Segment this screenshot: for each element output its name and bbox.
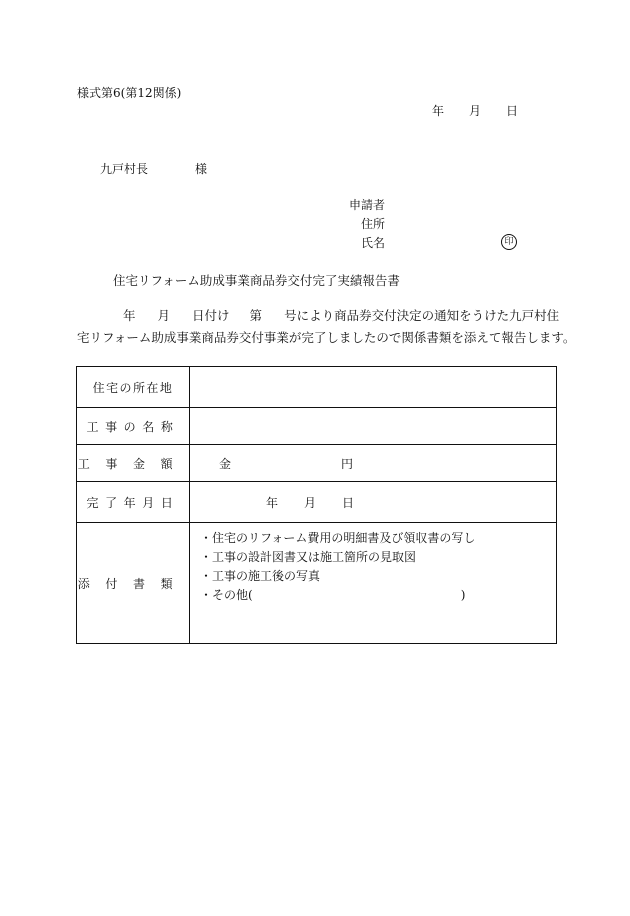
date-day-label: 日: [506, 104, 519, 118]
table-row: [77, 523, 557, 644]
construction-name-value-cell[interactable]: [190, 408, 557, 445]
amount-prefix: 金: [219, 456, 232, 471]
table-row: [77, 445, 557, 482]
body-dai: 第: [249, 308, 263, 323]
construction-amount-value-cell[interactable]: [190, 445, 557, 482]
report-table: [76, 366, 557, 644]
body-date-suffix: 日付け: [192, 308, 230, 323]
attachment-other-close: ): [460, 588, 466, 602]
seal-mark: 印: [501, 234, 517, 250]
attachment-item: ・住宅のリフォーム費用の明細書及び領収書の写し: [200, 531, 476, 545]
body-line-1-rest: 号により商品券交付決定の通知をうけた九戸村住: [284, 308, 560, 323]
table-row: [77, 408, 557, 445]
date-month-label: 月: [469, 104, 482, 118]
attachment-other-open: ・その他(: [200, 588, 253, 602]
body-month: 月: [157, 308, 171, 323]
addressee-honorific: 様: [195, 162, 208, 176]
amount-suffix: 円: [341, 456, 354, 471]
attachment-other: [190, 586, 556, 605]
addressee-name: 九戸村長: [100, 162, 149, 176]
location-label: 住宅の所在地: [77, 367, 190, 408]
body-line-2: 宅リフォーム助成事業商品券交付事業が完了しましたので関係書類を添えて報告します。: [77, 330, 576, 345]
attachments-cell: [190, 523, 557, 644]
location-value-cell[interactable]: [190, 367, 557, 408]
applicant-title: 申請者: [349, 198, 386, 212]
document-title: 住宅リフォーム助成事業商品券交付完了実績報告書: [113, 273, 400, 288]
table-row: [77, 482, 557, 523]
completion-date-label: 完了年月日: [77, 482, 190, 523]
form-number: 様式第6(第12関係): [77, 86, 182, 100]
applicant-address-label: 住所: [361, 217, 386, 231]
date-year-label: 年: [432, 104, 445, 118]
body-line-1: [77, 305, 560, 327]
attachments-label: 添付書類: [77, 523, 190, 644]
applicant-name-label: 氏名: [361, 236, 386, 250]
attachment-item: ・工事の施工後の写真: [200, 569, 321, 583]
completion-date-value-cell[interactable]: [190, 482, 557, 523]
body-year: 年: [123, 308, 136, 323]
completion-day: 日: [342, 495, 355, 510]
construction-name-label: 工事の名称: [77, 408, 190, 445]
table-row: [77, 367, 557, 408]
completion-year: 年: [266, 495, 279, 510]
completion-month: 月: [304, 495, 317, 510]
attachment-item: ・工事の設計図書又は施工箇所の見取図: [200, 550, 417, 564]
construction-amount-label: 工事金額: [77, 445, 190, 482]
